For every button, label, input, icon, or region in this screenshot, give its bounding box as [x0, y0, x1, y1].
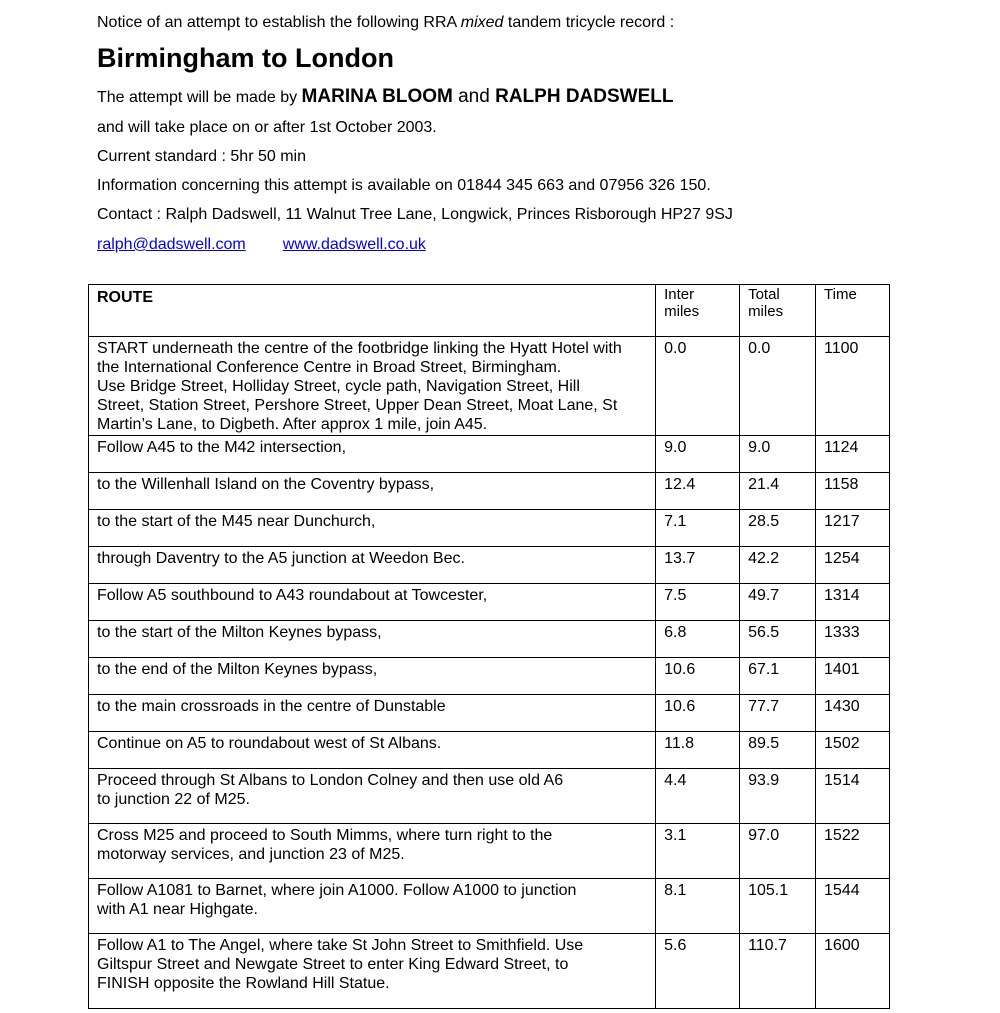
inter-miles-cell: 8.1	[656, 879, 740, 934]
route-description-line: Follow A5 southbound to A43 roundabout at Towcester,	[97, 587, 488, 604]
time-cell: 1100	[816, 337, 890, 436]
time-cell: 1217	[816, 510, 890, 547]
total-miles-cell: 77.7	[740, 695, 816, 732]
email-link[interactable]: ralph@dadswell.com	[97, 236, 246, 253]
time-cell: 1158	[816, 473, 890, 510]
route-table	[88, 284, 890, 1009]
route-table-body	[89, 337, 890, 1009]
inter-miles-cell: 10.6	[656, 695, 740, 732]
inter-miles-cell: 9.0	[656, 436, 740, 473]
total-miles-cell: 56.5	[740, 621, 816, 658]
total-miles-cell: 67.1	[740, 658, 816, 695]
route-description-cell	[89, 732, 656, 769]
route-description-line: Follow A1 to The Angel, where take St John Street to Smithfield. Use	[97, 937, 584, 954]
route-description-cell	[89, 879, 656, 934]
links-line	[97, 236, 426, 254]
inter-miles-cell: 0.0	[656, 337, 740, 436]
total-miles-cell: 42.2	[740, 547, 816, 584]
table-row	[89, 510, 890, 547]
time-cell: 1124	[816, 436, 890, 473]
route-description-line: START underneath the centre of the footbridge linking the Hyatt Hotel with	[97, 340, 622, 357]
notice-text-before: Notice of an attempt to establish the following RRA	[97, 14, 461, 31]
inter-miles-cell: 3.1	[656, 824, 740, 879]
table-row	[89, 658, 890, 695]
route-description-cell	[89, 695, 656, 732]
route-description-line: to the main crossroads in the centre of Dunstable	[97, 698, 446, 715]
route-description-cell	[89, 658, 656, 695]
inter-miles-cell: 13.7	[656, 547, 740, 584]
notice-text-after: tandem tricycle record :	[503, 14, 675, 31]
route-description-line: to the Willenhall Island on the Coventry bypass,	[97, 476, 435, 493]
table-row	[89, 695, 890, 732]
table-row	[89, 879, 890, 934]
notice-text-emphasis: mixed	[460, 14, 504, 31]
route-description-cell	[89, 621, 656, 658]
table-row	[89, 547, 890, 584]
time-header: Time	[816, 285, 890, 337]
route-description-line: to the end of the Milton Keynes bypass,	[97, 661, 378, 678]
info-line: Information concerning this attempt is available on 01844 345 663 and 07956 326 150.	[97, 177, 711, 194]
route-description-cell	[89, 473, 656, 510]
route-description-line: Street, Station Street, Pershore Street, Upper Dean Street, Moat Lane, St	[97, 397, 618, 414]
total-miles-header	[740, 285, 816, 337]
total-miles-cell: 97.0	[740, 824, 816, 879]
route-description-cell	[89, 769, 656, 824]
route-description-cell	[89, 934, 656, 1009]
inter-miles-cell: 10.6	[656, 658, 740, 695]
route-description-line: Proceed through St Albans to London Colney and then use old A6	[97, 772, 564, 789]
route-description-line: Martin’s Lane, to Digbeth. After approx 1 mile, join A45.	[97, 416, 488, 433]
total-miles-cell: 93.9	[740, 769, 816, 824]
attempt-line	[97, 86, 673, 108]
route-description-line: Cross M25 and proceed to South Mimms, where turn right to the	[97, 827, 553, 844]
inter-miles-header	[656, 285, 740, 337]
table-row	[89, 621, 890, 658]
table-row	[89, 337, 890, 436]
route-description-cell	[89, 824, 656, 879]
route-description-line: FINISH opposite the Rowland Hill Statue.	[97, 975, 390, 992]
time-cell: 1502	[816, 732, 890, 769]
attempt-and: and	[452, 86, 496, 107]
route-description-line: to the start of the Milton Keynes bypass,	[97, 624, 382, 641]
route-description-line: Continue on A5 to roundabout west of St Albans.	[97, 735, 442, 752]
inter-header-line-2: miles	[664, 303, 700, 320]
notice-line	[97, 14, 674, 32]
table-row	[89, 473, 890, 510]
total-miles-cell: 21.4	[740, 473, 816, 510]
table-row	[89, 769, 890, 824]
rider-name-2: RALPH DADSWELL	[495, 86, 674, 107]
inter-miles-cell: 11.8	[656, 732, 740, 769]
time-cell: 1544	[816, 879, 890, 934]
route-description-line: the International Conference Centre in Broad Street, Birmingham.	[97, 359, 562, 376]
total-miles-cell: 110.7	[740, 934, 816, 1009]
route-description-cell	[89, 584, 656, 621]
inter-miles-cell: 4.4	[656, 769, 740, 824]
inter-header-line-1: Inter	[664, 286, 695, 303]
table-row	[89, 732, 890, 769]
table-row	[89, 934, 890, 1009]
route-description-line: Use Bridge Street, Holliday Street, cycle path, Navigation Street, Hill	[97, 378, 580, 395]
date-line: and will take place on or after 1st October 2003.	[97, 119, 437, 136]
contact-line: Contact : Ralph Dadswell, 11 Walnut Tree Lane, Longwick, Princes Risborough HP27 9SJ	[97, 206, 733, 223]
attempt-prefix: The attempt will be made by	[97, 89, 302, 106]
total-header-line-1: Total	[748, 286, 780, 303]
total-miles-cell: 49.7	[740, 584, 816, 621]
time-cell: 1401	[816, 658, 890, 695]
route-description-line: Follow A1081 to Barnet, where join A1000. Follow A1000 to junction	[97, 882, 577, 899]
route-description-cell	[89, 510, 656, 547]
route-description-line: Follow A45 to the M42 intersection,	[97, 439, 347, 456]
time-cell: 1522	[816, 824, 890, 879]
table-header-row	[89, 285, 890, 337]
route-description-line: through Daventry to the A5 junction at Weedon Bec.	[97, 550, 465, 567]
inter-miles-cell: 6.8	[656, 621, 740, 658]
route-description-cell	[89, 337, 656, 436]
total-miles-cell: 89.5	[740, 732, 816, 769]
total-header-line-2: miles	[748, 303, 784, 320]
inter-miles-cell: 5.6	[656, 934, 740, 1009]
total-miles-cell: 0.0	[740, 337, 816, 436]
inter-miles-cell: 7.5	[656, 584, 740, 621]
rider-name-1: MARINA BLOOM	[301, 86, 453, 107]
time-cell: 1314	[816, 584, 890, 621]
time-cell: 1333	[816, 621, 890, 658]
total-miles-cell: 105.1	[740, 879, 816, 934]
route-description-line: with A1 near Highgate.	[97, 901, 258, 918]
total-miles-cell: 9.0	[740, 436, 816, 473]
route-description-line: to the start of the M45 near Dunchurch,	[97, 513, 376, 530]
time-cell: 1600	[816, 934, 890, 1009]
route-header: ROUTE	[89, 285, 656, 337]
standard-line: Current standard : 5hr 50 min	[97, 148, 306, 165]
route-description-cell	[89, 547, 656, 584]
inter-miles-cell: 7.1	[656, 510, 740, 547]
route-description-cell	[89, 436, 656, 473]
route-description-line: to junction 22 of M25.	[97, 791, 250, 808]
route-description-line: Giltspur Street and Newgate Street to enter King Edward Street, to	[97, 956, 569, 973]
inter-miles-cell: 12.4	[656, 473, 740, 510]
route-description-line: motorway services, and junction 23 of M25.	[97, 846, 405, 863]
time-cell: 1254	[816, 547, 890, 584]
table-row	[89, 584, 890, 621]
total-miles-cell: 28.5	[740, 510, 816, 547]
time-cell: 1430	[816, 695, 890, 732]
table-row	[89, 824, 890, 879]
website-link[interactable]: www.dadswell.co.uk	[282, 236, 426, 253]
table-row	[89, 436, 890, 473]
page-title: Birmingham to London	[97, 43, 394, 73]
time-cell: 1514	[816, 769, 890, 824]
